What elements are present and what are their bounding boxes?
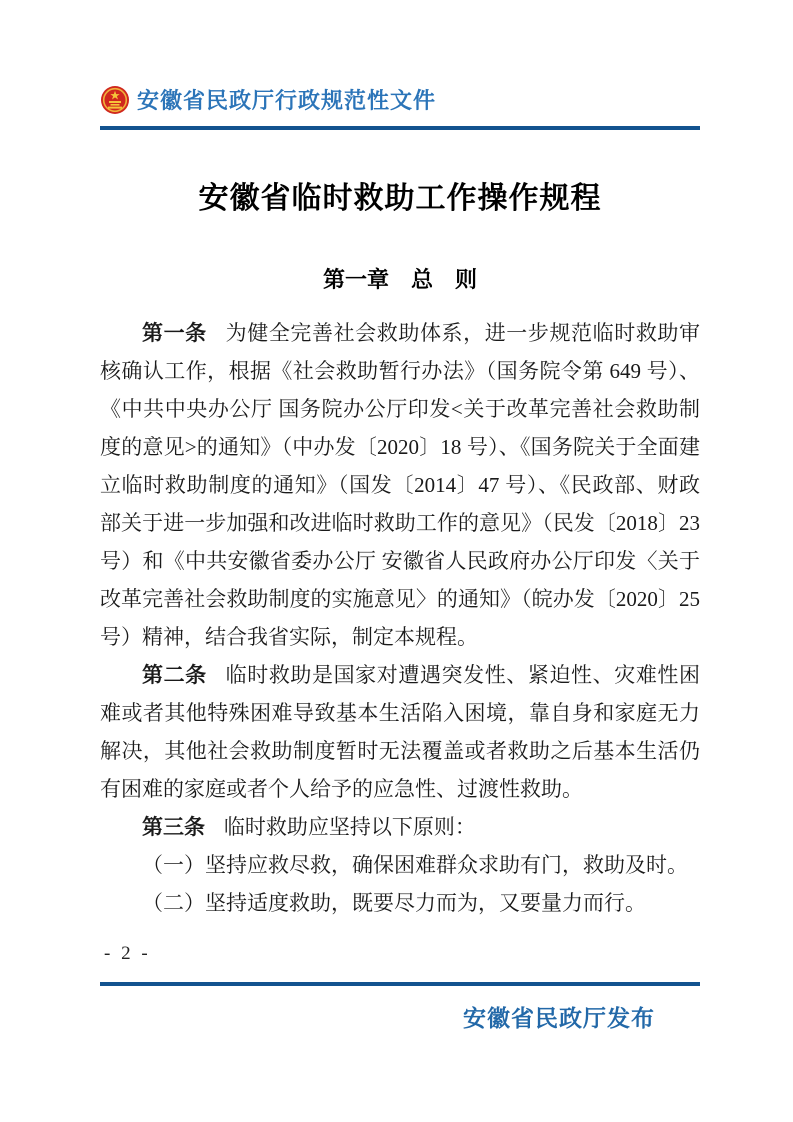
article-paragraph <box>100 314 700 656</box>
page-number: - 2 - <box>104 943 151 964</box>
footer-divider <box>100 982 700 986</box>
page-content <box>100 0 700 922</box>
article-label: 第三条 <box>142 815 205 839</box>
header-divider <box>100 126 700 130</box>
body-text <box>100 314 700 922</box>
article-text: 临时救助应坚持以下原则： <box>223 815 476 839</box>
article-label: 第一条 <box>142 321 207 345</box>
doc-title: 安徽省临时救助工作操作规程 <box>198 182 602 215</box>
chapter-heading: 第一章 总 则 <box>322 267 477 292</box>
header-title: 安徽省民政厅行政规范性文件 <box>137 88 437 113</box>
article-paragraph <box>100 808 700 846</box>
principle-item: （一）坚持应救尽救，确保困难群众求助有门，救助及时。 <box>142 853 688 877</box>
article-text: 临时救助是国家对遭遇突发性、紧迫性、灾难性困难或者其他特殊困难导致基本生活陷入困境，靠自身和家庭无力解决，其他社会救助制度暂时无法覆盖或者救助之后基本生活仍有困难的家庭或者个人给予的应急性、过渡性救助。 <box>100 663 700 801</box>
article-paragraph <box>100 656 700 808</box>
principle-item: （二）坚持适度救助，既要尽力而为，又要量力而行。 <box>142 891 646 915</box>
article-text: 为健全完善社会救助体系，进一步规范临时救助审核确认工作，根据《社会救助暂行办法》（国务院令第 649 号）、《中共中央办公厅 国务院办公厅印发<关于改革完善社会救助制度的意见>的通知》（中办发〔2020〕18 号）、《国务院关于全面建立临时救助制度的通知》（国发〔2014〕47 号）、《民政部、财政部关于进一步加强和改进临时救助工作的意见》（民发〔2018〕23 号）和《中共安徽省委办公厅 安徽省人民政府办公厅印发〈关于改革完善社会救助制度的实施意见〉的通知》（皖办发〔2020〕25 号）精神，结合我省实际，制定本规程。 <box>100 321 700 649</box>
publisher-label: 安徽省民政厅发布 <box>463 1005 655 1031</box>
document-header <box>100 84 700 115</box>
national-emblem-icon <box>100 85 130 115</box>
article-label: 第二条 <box>142 663 207 687</box>
